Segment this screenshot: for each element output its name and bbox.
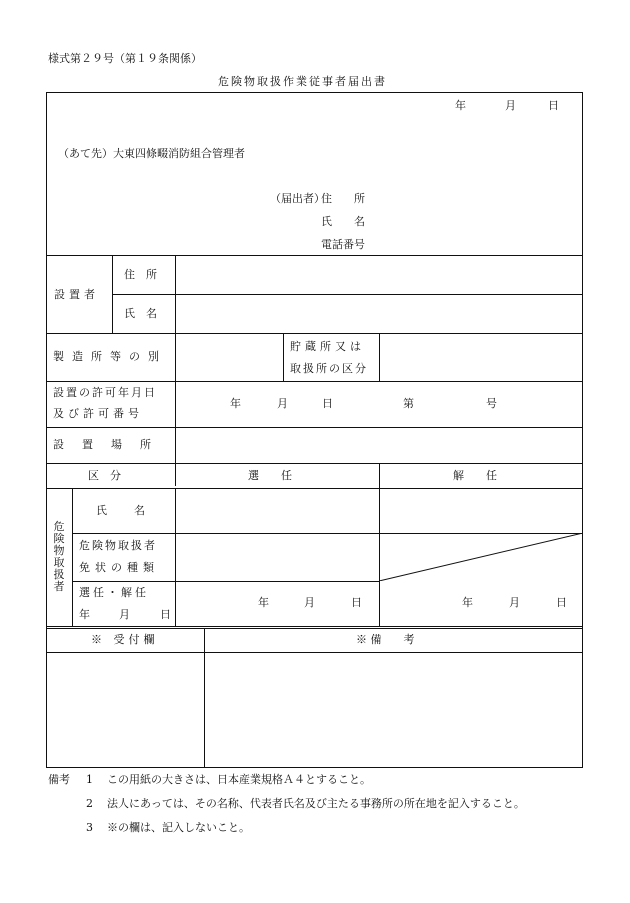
permit-day: 日 <box>322 397 333 410</box>
side-char: 険 <box>53 532 65 545</box>
note-text: ※の欄は、記入しないこと。 <box>107 821 250 834</box>
side-char: 取 <box>53 556 65 569</box>
dismiss-day: 日 <box>556 596 567 609</box>
facility-category-label-2: 取扱所の区分 <box>290 362 368 375</box>
note-text: 法人にあっては、その名称、代表者氏名及び主たる事務所の所在地を記入すること。 <box>107 797 525 810</box>
installer-name-label: 氏 名 <box>124 307 157 320</box>
handler-name-label: 氏 名 <box>96 504 153 517</box>
dismiss-year: 年 <box>462 596 473 609</box>
date-label-1: 選任・解任 <box>79 586 149 599</box>
note-number: 3 <box>86 821 93 834</box>
installer-label: 設置者 <box>54 288 99 301</box>
date-label-2-month: 月 <box>119 608 130 621</box>
notifier-name-label: 氏 名 <box>321 215 365 228</box>
permit-year: 年 <box>230 397 241 410</box>
permit-month: 月 <box>277 397 288 410</box>
note-number: 2 <box>86 797 93 810</box>
location-label: 設置場所 <box>53 438 169 451</box>
appointment-label: 選 任 <box>248 469 292 482</box>
handler-side-label <box>50 521 68 593</box>
header-date-month: 月 <box>505 99 516 112</box>
permit-number-suffix: 号 <box>486 397 497 410</box>
note-text: この用紙の大きさは、日本産業規格Ａ４とすること。 <box>107 773 371 786</box>
permit-number-prefix: 第 <box>403 397 414 410</box>
category-label: 区 分 <box>88 469 121 482</box>
permit-label-2: 及び許可番号 <box>53 407 143 420</box>
form-title: 危険物取扱作業従事者届出書 <box>218 75 387 88</box>
license-label-2: 免状の種類 <box>79 561 159 574</box>
side-char: 物 <box>53 544 65 557</box>
side-char: 危 <box>53 520 65 533</box>
date-label-2-year: 年 <box>79 608 90 621</box>
side-char: 者 <box>53 580 65 593</box>
license-label-1: 危険物取扱者 <box>79 539 157 552</box>
diagonal-strike <box>379 533 583 581</box>
facility-type-label: 製造所等の別 <box>53 350 167 363</box>
dismissal-label: 解 任 <box>453 469 497 482</box>
date-label-2-day: 日 <box>160 608 171 621</box>
appoint-day: 日 <box>351 596 362 609</box>
addressee: （あて先）大東四條畷消防組合管理者 <box>58 147 245 160</box>
form-id: 様式第２９号（第１９条関係） <box>48 52 202 65</box>
notes-heading: 備考 <box>48 773 70 786</box>
appoint-year: 年 <box>258 596 269 609</box>
facility-category-label-1: 貯蔵所又は <box>290 340 365 353</box>
notifier-label: （届出者） <box>270 192 325 205</box>
dismiss-month: 月 <box>509 596 520 609</box>
header-date-day: 日 <box>548 99 559 112</box>
permit-label-1: 設置の許可年月日 <box>53 386 157 399</box>
note-number: 1 <box>86 773 93 786</box>
header-date-year: 年 <box>455 99 466 112</box>
installer-address-label: 住 所 <box>124 268 157 281</box>
notifier-phone-label: 電話番号 <box>321 238 365 251</box>
receipt-label: ※ 受付欄 <box>91 633 159 646</box>
appoint-month: 月 <box>304 596 315 609</box>
remarks-label: ※ 備 考 <box>356 633 415 646</box>
side-char: 扱 <box>53 568 65 581</box>
notifier-address-label: 住 所 <box>321 192 365 205</box>
